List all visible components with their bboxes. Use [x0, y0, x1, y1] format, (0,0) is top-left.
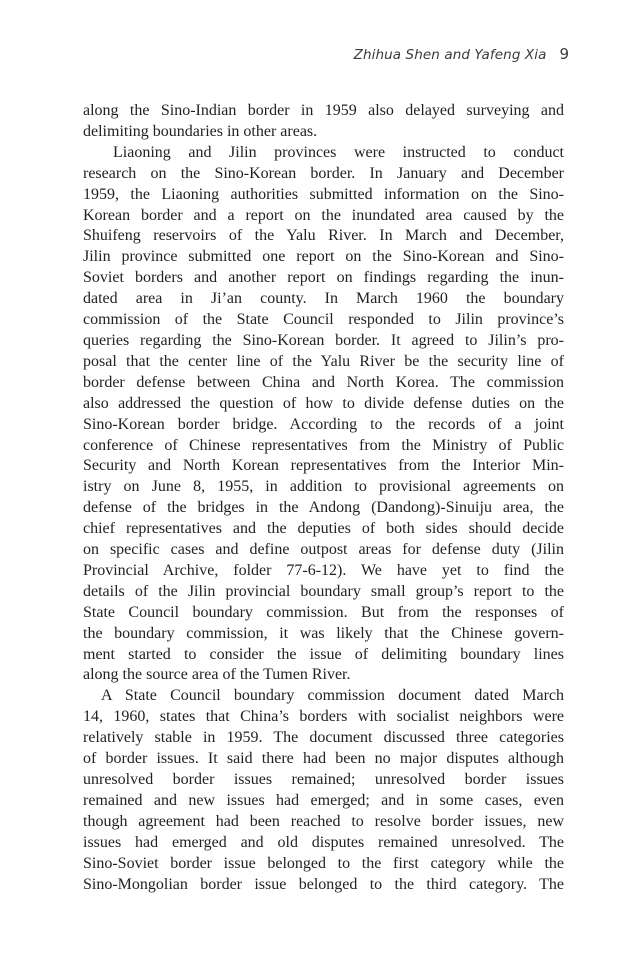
page-header [354, 45, 569, 63]
text-line: Sino-Mongolian border issue belonged to the third category. The [83, 875, 564, 893]
text-line: research on the Sino-Korean border. In January and December [83, 164, 564, 182]
paragraph-1 [83, 101, 564, 143]
text-line: Provincial Archive, folder 77-6-12). We have yet to find the [83, 561, 564, 579]
text-line: 14, 1960, states that China’s borders with socialist neighbors were [83, 708, 564, 726]
text-line: queries regarding the Sino-Korean border. It agreed to Jilin’s pro- [83, 331, 564, 349]
text-line: Korean border and a report on the inundated area caused by the [83, 206, 564, 224]
paragraph-3 [83, 686, 564, 895]
text-line: of border issues. It said there had been no major disputes although [83, 750, 564, 768]
text-line: A State Council boundary commission document dated March [101, 687, 564, 705]
paragraph-2 [83, 143, 564, 687]
running-head: Zhihua Shen and Yafeng Xia [353, 47, 547, 63]
text-line: istry on June 8, 1955, in addition to provisional agreements on [83, 478, 564, 496]
text-line: details of the Jilin provincial boundary small group’s report to the [83, 582, 564, 600]
text-line: relatively stable in 1959. The document discussed three categories [83, 729, 564, 747]
text-line: commission of the State Council responded to Jilin province’s [83, 311, 564, 329]
text-line: Soviet borders and another report on findings regarding the inun- [83, 269, 564, 287]
text-line: Sino-Soviet border issue belonged to the first category while the [83, 854, 564, 872]
text-line: Sino-Korean border bridge. According to the records of a joint [83, 415, 564, 433]
text-line: chief representatives and the deputies of both sides should decide [83, 520, 564, 538]
text-line: dated area in Ji’an county. In March 1960 the boundary [83, 290, 564, 308]
text-line: conference of Chinese representatives from the Ministry of Public [83, 436, 564, 454]
text-line: remained and new issues had emerged; and in some cases, even [83, 791, 564, 809]
text-line: issues had emerged and old disputes remained unresolved. The [83, 833, 564, 851]
text-line: Shuifeng reservoirs of the Yalu River. In March and December, [83, 227, 564, 245]
text-line: posal that the center line of the Yalu River be the security line of [83, 352, 564, 370]
page-number: 9 [559, 45, 569, 63]
text-line: the boundary commission, it was likely that the Chinese govern- [83, 624, 564, 642]
text-line: Jilin province submitted one report on the Sino-Korean and Sino- [83, 248, 564, 266]
text-line: along the source area of the Tumen River. [83, 666, 351, 684]
body-text [83, 101, 564, 895]
text-line: Liaoning and Jilin provinces were instructed to conduct [113, 143, 564, 161]
text-line: 1959, the Liaoning authorities submitted information on the Sino- [83, 185, 564, 203]
text-line: also addressed the question of how to divide defense duties on the [83, 394, 564, 412]
text-line: border defense between China and North Korea. The commission [83, 373, 564, 391]
text-line: State Council boundary commission. But from the responses of [83, 603, 564, 621]
text-line: delimiting boundaries in other areas. [83, 122, 318, 140]
text-line: on specific cases and define outpost areas for defense duty (Jilin [83, 541, 564, 559]
text-line: though agreement had been reached to resolve border issues, new [83, 812, 564, 830]
text-line: defense of the bridges in the Andong (Dandong)-Sinuiju area, the [83, 499, 564, 517]
text-line: along the Sino-Indian border in 1959 also delayed surveying and [83, 102, 564, 119]
text-line: ment started to consider the issue of delimiting boundary lines [83, 645, 564, 663]
text-line: unresolved border issues remained; unresolved border issues [83, 771, 564, 788]
text-line: Security and North Korean representatives from the Interior Min- [83, 457, 564, 475]
